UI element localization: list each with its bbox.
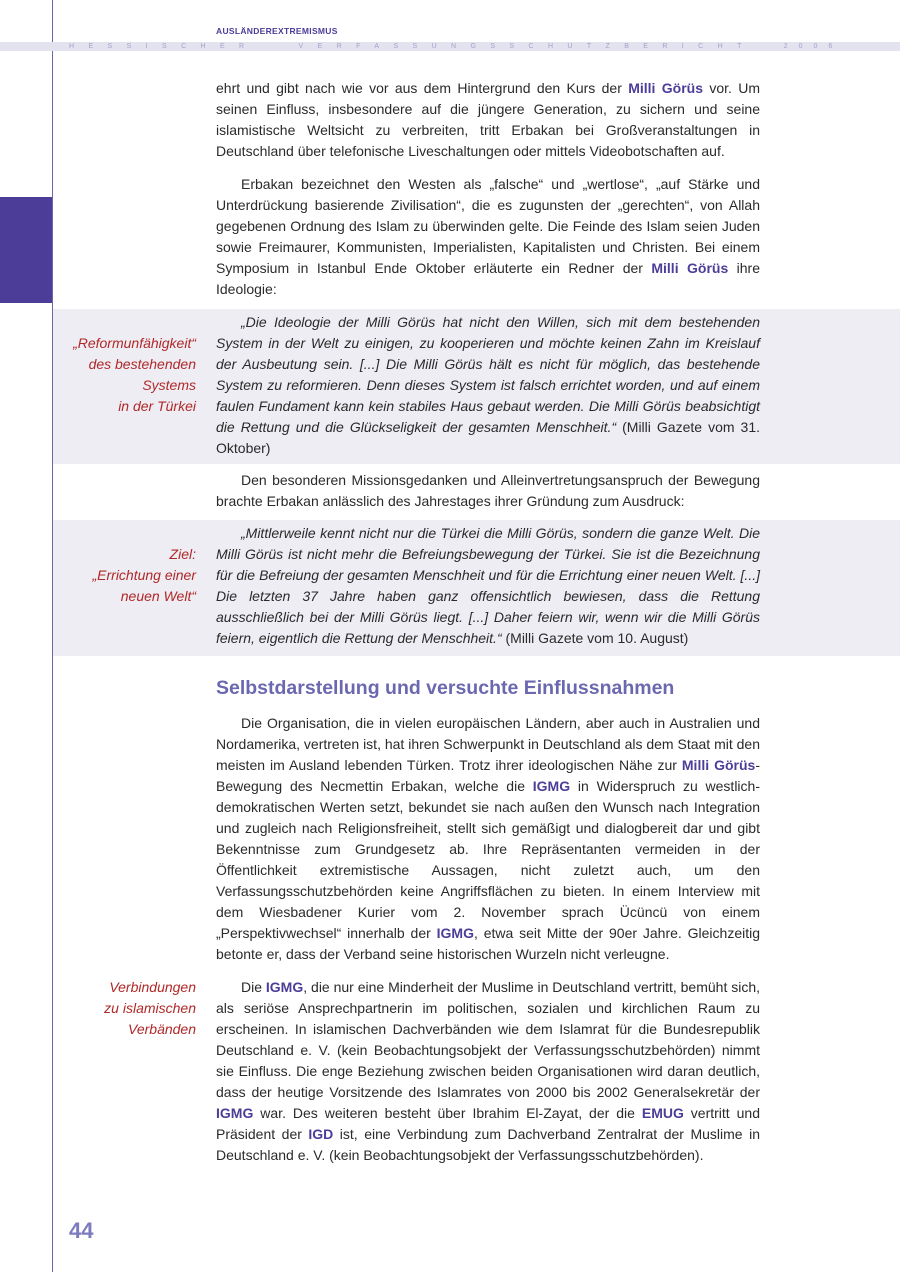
header-word-1: HESSISCHER: [69, 43, 259, 50]
quote-2-text: „Mittlerweile kennt nicht nur die Türkei die Milli Görüs, sondern die ganze Welt. Die Milli Görüs ist nicht mehr die Befreiungsbewegung der Türkei. Sie ist die Bezeichnung für die Befreiung der gesamten Menschheit und für die Errichtung einer neuen Welt. [...] Die letzten 37 Jahre haben ganz offensichtlich bewiesen, dass die Rettung ausschließlich bei der Milli Görüs liegt. [...] Daher feiern wir, wenn wir die Milli Görüs feiern, eigentlich die Rettung der Menschheit.“: [216, 525, 760, 646]
quote-1-source: (Milli Gazete vom 31. Oktober): [216, 419, 760, 456]
margin-note-ziel: Ziel: „Errichtung einer neuen Welt“: [92, 546, 196, 604]
term-igmg: IGMG: [532, 778, 571, 794]
term-igmg: IGMG: [436, 925, 474, 941]
term-milli-gorus: Milli Görüs: [681, 757, 756, 773]
section-title: AUSLÄNDEREXTREMISMUS: [216, 26, 338, 36]
quote-2-source: (Milli Gazete vom 10. August): [501, 630, 689, 646]
page-number: 44: [69, 1218, 94, 1243]
paragraph-4: Die Organisation, die in vielen europäischen Ländern, aber auch in Australien und Nordamerika, vertreten ist, hat ihren Schwerpunkt in Deutschland als dem Staat mit den meisten im Ausland lebenden Türken. Trotz ihrer ideologischen Nähe zur Milli Görüs-Bewegung des Necmettin Erbakan, welche die IGMG in Widerspruch zu westlich-demokratischen Werten setzt, bekundet sie nach außen den Wunsch nach Integration und zugleich nach Religionsfreiheit, stellt sich gemäßigt und dialogbereit dar und gibt Bekenntnisse zum Grundgesetz ab. Ihre Repräsentanten vermeiden in der Öffentlichkeit extremistische Aussagen, nicht zuletzt auch, um den Verfassungsschutzbehörden keine Angriffsflächen zu bieten. In einem Interview mit dem Wiesbadener Kurier vom 2. November sprach Ücüncü von einem „Perspektivwechsel“ innerhalb der IGMG, etwa seit Mitte der 90er Jahre. Gleichzeitig betonte er, dass der Verband seine historischen Wurzeln nicht verleugne.: [216, 715, 761, 962]
margin-note-reformunfaehigkeit: „Reformunfähigkeit“ des bestehenden Systems in der Türkei: [73, 335, 196, 414]
header-word-3: 2006: [783, 43, 844, 50]
quote-2: [216, 523, 760, 649]
chapter-tab: [0, 197, 52, 303]
section-heading: Selbstdarstellung und versuchte Einflussnahmen: [216, 677, 675, 699]
term-milli-gorus: Milli Görüs: [628, 80, 703, 96]
quote-1: [216, 312, 760, 459]
paragraph-5: Die IGMG, die nur eine Minderheit der Muslime in Deutschland vertritt, bemüht sich, als seriöse Ansprechpartnerin im politischen, sozialen und kirchlichen Raum zu erscheinen. In islamischen Dachverbänden wie dem Islamrat für die Bundesrepublik Deutschland e. V. (kein Beobachtungsobjekt der Verfassungsschutzbehörden) nimmt sie Einfluss. Die enge Beziehung zwischen beiden Organisationen wird daran deutlich, dass der heutige Vorsitzende des Islamrates von 2000 bis 2002 Generalsekretär der IGMG war. Des weiteren besteht über Ibrahim El-Zayat, der die EMUG vertritt und Präsident der IGD ist, eine Verbindung zum Dachverband Zentralrat der Muslime in Deutschland e. V. (kein Beobachtungsobjekt der Verfassungsschutzbehörden).: [216, 979, 761, 1163]
header-word-2: VERFASSUNGSSCHUTZBERICHT: [298, 43, 756, 50]
term-igd: IGD: [308, 1126, 334, 1142]
term-igmg: IGMG: [216, 1105, 254, 1121]
term-emug: EMUG: [641, 1105, 684, 1121]
quote-1-text: „Die Ideologie der Milli Görüs hat nicht den Willen, sich mit dem bestehenden System in der Welt zu einigen, zu kooperieren und möchte keinen Zahn im Kreislauf der Ausbeutung sein. [...] Die Milli Görüs hält es nicht für möglich, das bestehende System zu reformieren. Denn dieses System ist falsch errichtet worden, und auf einem faulen Fundament kann kein stabiles Haus gebaut werden. Die Milli Görüs beabsichtigt die Rettung und die Glückseligkeit der gesamten Menschheit.“: [216, 314, 760, 435]
running-header: [69, 42, 843, 51]
paragraph-3: Den besonderen Missionsgedanken und Alleinvertretungsanspruch der Bewegung brachte Erbakan anlässlich des Jahrestages ihrer Gründung zum Ausdruck:: [216, 472, 760, 509]
term-milli-gorus: Milli Görüs: [651, 260, 729, 276]
paragraph-1: ehrt und gibt nach wie vor aus dem Hintergrund den Kurs der Milli Görüs vor. Um seinen Einfluss, insbesondere auf die jüngere Generation, zu sichern und seine islamistische Weltsicht zu verbreiten, tritt Erbakan bei Großveranstaltungen in Deutschland über telefonische Liveschaltungen oder mittels Videobotschaften auf.: [216, 80, 760, 159]
term-igmg: IGMG: [265, 979, 304, 995]
paragraph-2: Erbakan bezeichnet den Westen als „falsche“ und „wertlose“, „auf Stärke und Unterdrückung basierende Zivilisation“, die es zugunsten der „gerechten“, von Allah gegebenen Ordnung des Islam zu überwinden gelte. Die Feinde des Islam seien Juden sowie Freimaurer, Kommunisten, Imperialisten, Kapitalisten und Christen. Bei einem Symposium in Istanbul Ende Oktober erläuterte ein Redner der Milli Görüs ihre Ideologie:: [216, 176, 761, 297]
margin-note-verbindungen: Verbindungen zu islamischen Verbänden: [104, 979, 196, 1037]
